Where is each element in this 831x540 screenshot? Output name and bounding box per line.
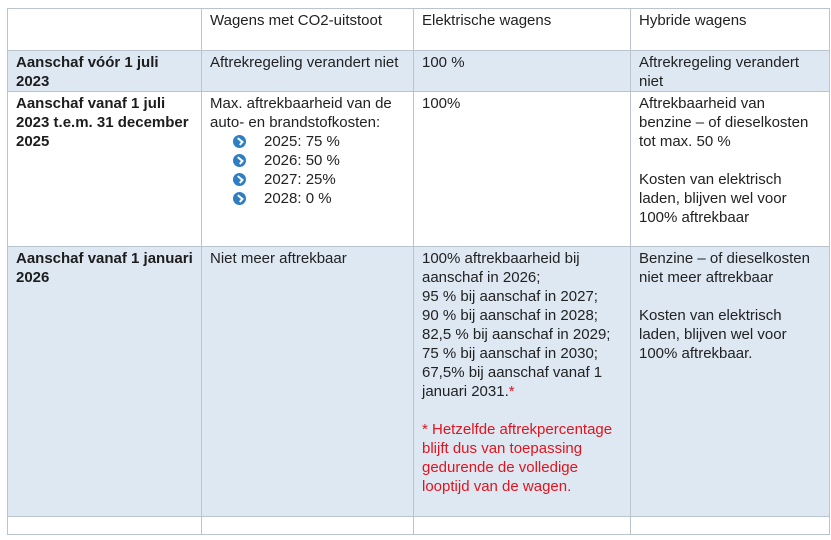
cell-electric: 100 % bbox=[414, 51, 631, 92]
list-item-text: 2028: 0 % bbox=[264, 190, 332, 207]
row-label-before-july-2023: Aanschaf vóór 1 juli 2023 bbox=[8, 51, 202, 92]
empty-cell bbox=[202, 517, 414, 535]
cell-hybrid: Aftrekregeling verandert niet bbox=[631, 51, 830, 92]
empty-cell bbox=[414, 517, 631, 535]
header-hybrid-cars: Hybride wagens bbox=[631, 9, 830, 51]
empty-cell bbox=[8, 517, 202, 535]
cell-hybrid bbox=[631, 92, 830, 247]
hybrid-paragraph-1: Benzine – of dieselkosten niet meer aftrekbaar bbox=[639, 250, 810, 286]
electric-line: 82,5 % bij aanschaf in 2029; bbox=[422, 326, 611, 343]
table-row bbox=[8, 51, 830, 92]
cell-hybrid bbox=[631, 247, 830, 517]
header-electric-cars: Elektrische wagens bbox=[414, 9, 631, 51]
cell-co2: Aftrekregeling verandert niet bbox=[202, 51, 414, 92]
hybrid-paragraph-2: Kosten van elektrisch laden, blijven wel voor 100% aftrekbaar. bbox=[639, 307, 787, 362]
electric-line: 90 % bij aanschaf in 2028; bbox=[422, 307, 598, 324]
list-item bbox=[233, 151, 405, 170]
cell-co2: Niet meer aftrekbaar bbox=[202, 247, 414, 517]
hybrid-paragraph-1: Aftrekbaarheid van benzine – of dieselkosten tot max. 50 % bbox=[639, 95, 809, 150]
row-label-from-jan-2026: Aanschaf vanaf 1 januari 2026 bbox=[8, 247, 202, 517]
co2-percentage-list bbox=[210, 132, 405, 208]
arrow-bullet-icon bbox=[233, 135, 246, 148]
electric-line: 95 % bij aanschaf in 2027; bbox=[422, 288, 598, 305]
row-label-july-2023-to-dec-2025: Aanschaf vanaf 1 juli 2023 t.e.m. 31 december 2025 bbox=[8, 92, 202, 247]
list-item bbox=[233, 132, 405, 151]
deduction-table bbox=[7, 8, 830, 535]
list-item bbox=[233, 170, 405, 189]
cell-co2 bbox=[202, 92, 414, 247]
electric-line: 75 % bij aanschaf in 2030; bbox=[422, 345, 598, 362]
co2-intro-text: Max. aftrekbaarheid van de auto- en brandstofkosten: bbox=[210, 95, 392, 131]
cell-electric bbox=[414, 247, 631, 517]
footnote-asterisk: * bbox=[508, 383, 515, 400]
header-cell-empty bbox=[8, 9, 202, 51]
list-item bbox=[233, 189, 405, 208]
arrow-bullet-icon bbox=[233, 154, 246, 167]
table-row-empty bbox=[8, 517, 830, 535]
arrow-bullet-icon bbox=[233, 173, 246, 186]
electric-footnote: * Hetzelfde aftrekpercentage blijft dus van toepassing gedurende de volledige looptijd van de wagen. bbox=[422, 421, 613, 495]
table-row bbox=[8, 92, 830, 247]
cell-electric: 100% bbox=[414, 92, 631, 247]
list-item-text: 2027: 25% bbox=[264, 171, 336, 188]
list-item-text: 2025: 75 % bbox=[264, 133, 340, 150]
list-item-text: 2026: 50 % bbox=[264, 152, 340, 169]
arrow-bullet-icon bbox=[233, 192, 246, 205]
hybrid-paragraph-2: Kosten van elektrisch laden, blijven wel voor 100% aftrekbaar bbox=[639, 171, 787, 226]
table-header-row bbox=[8, 9, 830, 51]
electric-line: 100% aftrekbaarheid bij aanschaf in 2026; bbox=[422, 250, 580, 286]
empty-cell bbox=[631, 517, 830, 535]
table-row bbox=[8, 247, 830, 517]
header-co2-cars: Wagens met CO2-uitstoot bbox=[202, 9, 414, 51]
electric-line: 67,5% bij aanschaf vanaf 1 januari 2031. bbox=[422, 364, 603, 400]
